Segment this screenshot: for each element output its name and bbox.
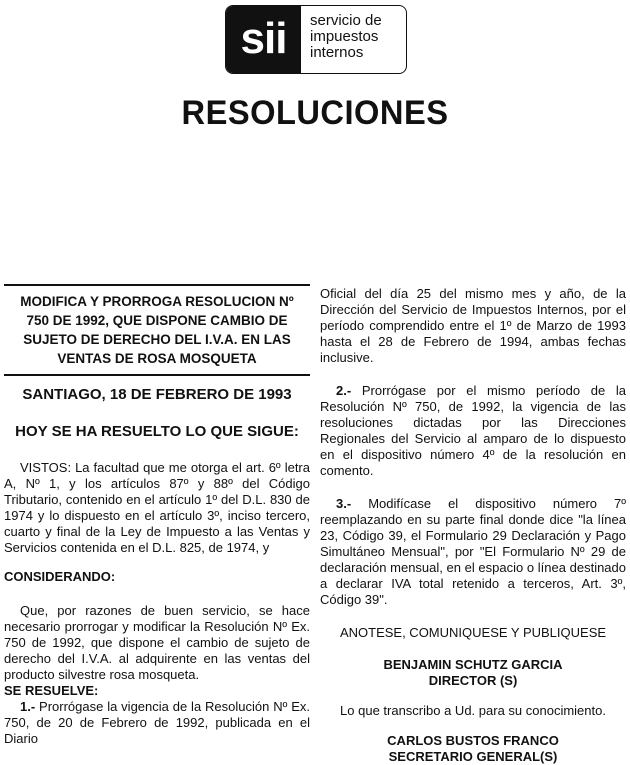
heading-line-1: MODIFICA Y PRORROGA RESOLUCION Nº	[20, 294, 294, 309]
item-3-number: 3.-	[336, 496, 352, 511]
resolution-item-1-continued: Oficial del día 25 del mismo mes y año, de la Dirección del Servicio de Impuestos Internos, por el período comprendido entre el 1º de Marzo de 1993 hasta el 28 de Febrero de 1994, ambas fechas inclusive.	[320, 286, 626, 365]
logo-line-1: servicio de	[310, 12, 382, 29]
heading-line-3: SUJETO DE DERECHO DEL I.V.A. EN LAS	[23, 332, 291, 347]
resolution-item-2	[320, 383, 626, 479]
logo-line-2: impuestos	[310, 28, 379, 45]
date-line: SANTIAGO, 18 DE FEBRERO DE 1993	[22, 386, 292, 403]
resolve-line: HOY SE HA RESUELTO LO QUE SIGUE:	[15, 423, 299, 440]
item-2-number: 2.-	[336, 383, 352, 398]
director-role: DIRECTOR (S)	[428, 673, 518, 688]
resolution-heading	[4, 286, 310, 373]
anotese-line: ANOTESE, COMUNIQUESE Y PUBLIQUESE	[339, 625, 607, 640]
heading-line-4: VENTAS DE ROSA MOSQUETA	[57, 351, 257, 366]
secretary-signature	[320, 733, 626, 765]
secretary-role: SECRETARIO GENERAL(S)	[388, 749, 558, 764]
item-1-number: 1.-	[20, 699, 36, 714]
heading-line-2: 750 DE 1992, QUE DISPONE CAMBIO DE	[26, 313, 288, 328]
left-column	[4, 286, 310, 747]
right-column	[320, 286, 626, 765]
secretary-name: CARLOS BUSTOS FRANCO	[387, 733, 559, 748]
resolution-item-1-start	[4, 699, 310, 747]
transcribo-line: Lo que transcribo a Ud. para su conocimiento.	[340, 703, 606, 718]
item-1-text: Prorrógase la vigencia de la Resolución Nº Ex. 750, de 20 de Febrero de 1992, publicada en el Diario	[4, 699, 310, 746]
considerando-paragraph: Que, por razones de buen servicio, se hace necesario prorrogar y modificar la Resolución Nº Ex. 750 de 1992, que dispone el cambio de sujeto de derecho del I.V.A. al adquirente en las ventas del producto silvestre rosa mosqueta.	[4, 603, 310, 682]
se-resuelve-heading: SE RESUELVE:	[4, 683, 99, 698]
sii-logo	[225, 5, 407, 74]
logo-mark: sii	[226, 6, 301, 73]
item-2-text: Prorrógase por el mismo período de la Resolución Nº 750, de 1992, la vigencia de las resoluciones dictadas por las Direcciones Regionales del Servicio al amparo de lo dispuesto en el dispositivo número 4º de la resolución en comento.	[320, 383, 626, 478]
vistos-paragraph: VISTOS: La facultad que me otorga el art. 6º letra A, Nº 1, y los artículos 87º y 88º del Código Tributario, contenido en el artículo 1º del D.L. 830 de 1974 y lo dispuesto en el artículo 3º, inciso tercero, cuarto y final de la Ley de Impuesto a las Ventas y Servicios contenida en el D.L. 825, de 1974, y	[4, 460, 310, 555]
considerando-heading: CONSIDERANDO:	[4, 569, 116, 584]
director-name: BENJAMIN SCHUTZ GARCIA	[383, 657, 563, 672]
item-3-text: Modifícase el dispositivo número 7º reemplazando en su parte final donde dice "la línea 23, Código 39, el Formulario 29 Declaración y Pago Simultáneo Mensual", por "El Formulario Nº 29 de declaración mensual, en el espacio o línea destinado a declarar IVA total retenido a terceros, Art. 3º, Código 39".	[320, 496, 626, 607]
page-title: RESOLUCIONES	[181, 94, 449, 132]
logo-line-3: internos	[310, 44, 364, 61]
resolution-item-3	[320, 496, 626, 608]
logo-text	[310, 13, 406, 61]
director-signature	[320, 657, 626, 689]
